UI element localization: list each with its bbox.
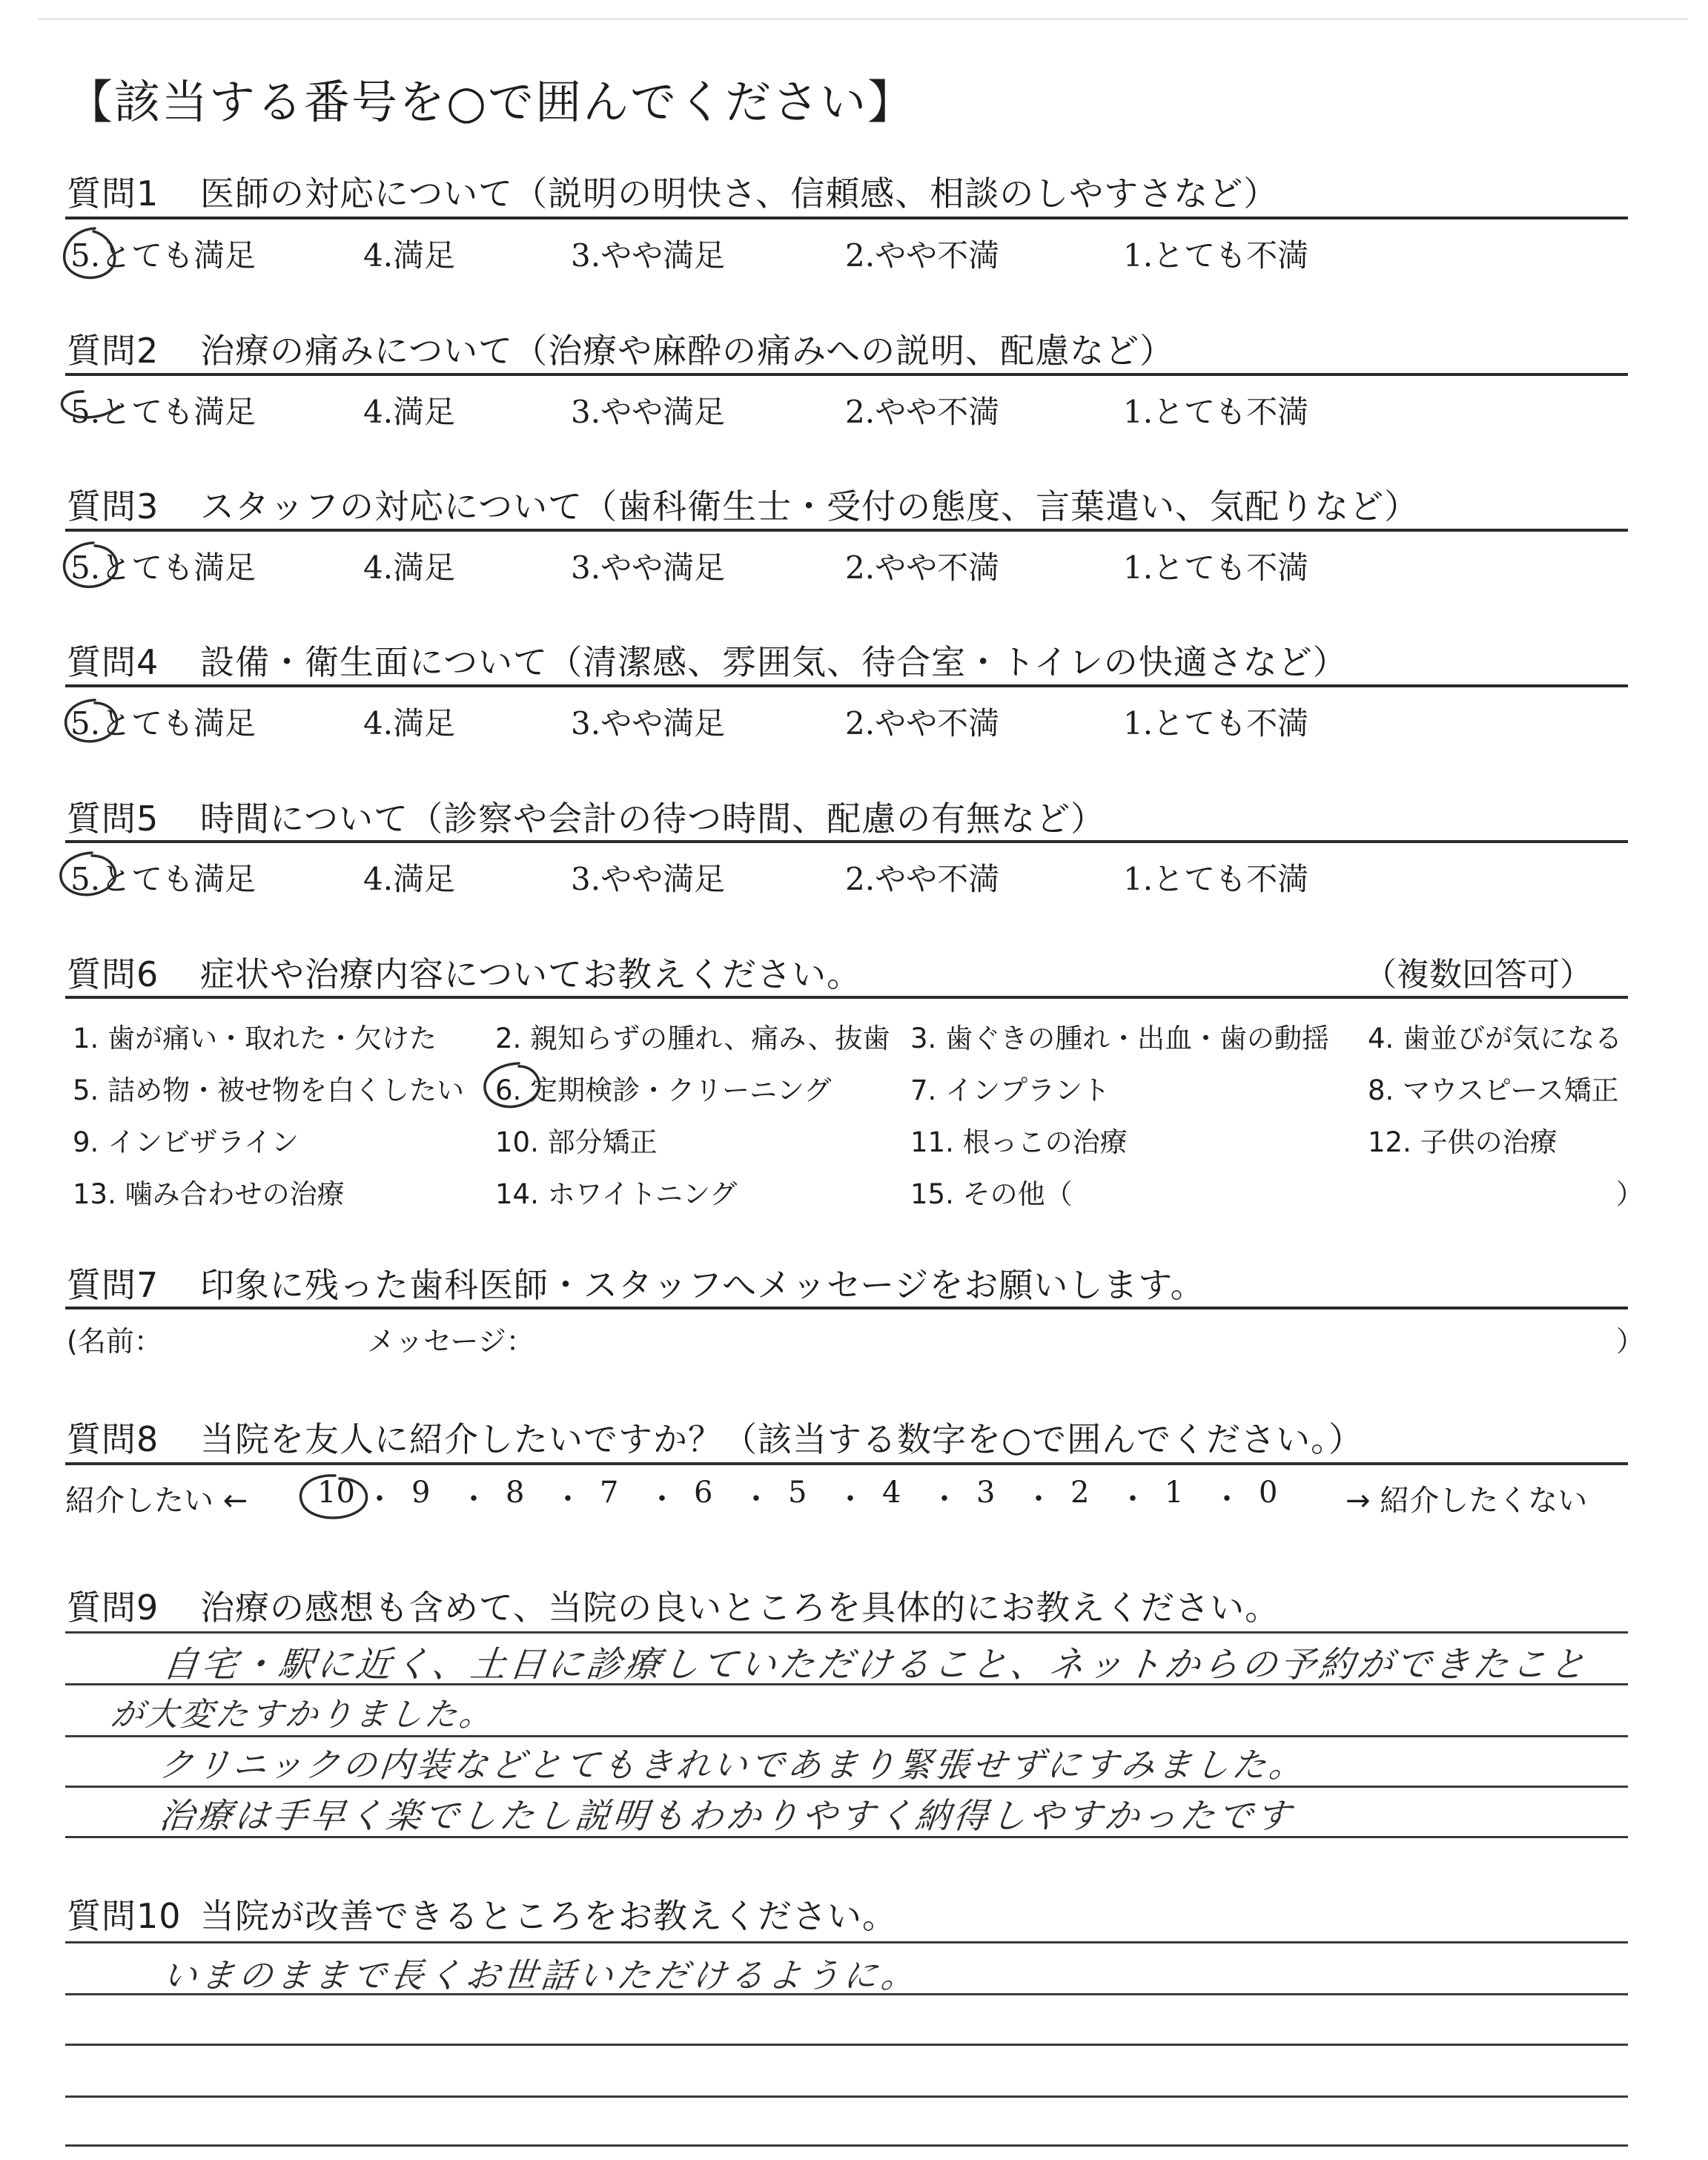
recommend-score-3[interactable]: 3	[976, 1476, 996, 1510]
question-9-heading	[67, 1581, 1280, 1630]
q6-item-12[interactable]: 12. 子供の治療	[1368, 1126, 1558, 1158]
q1-option-1[interactable]: 1.とても不満	[1123, 237, 1309, 274]
question-6-number: 質問6	[67, 954, 159, 994]
q9-handwriting-line-4: 治療は手早く楽でしたし説明もわかりやすく納得しやすかったです	[156, 1796, 1296, 1837]
q6-item-3[interactable]: 3. 歯ぐきの腫れ・出血・歯の動揺	[910, 1023, 1330, 1054]
q4-option-4[interactable]: 4.満足	[363, 705, 456, 742]
question-7-rule	[65, 1307, 1628, 1309]
recommend-separator: ・	[459, 1482, 489, 1516]
recommend-separator: ・	[741, 1482, 771, 1516]
question-7-heading	[67, 1258, 1205, 1307]
q6-item-13[interactable]: 13. 噛み合わせの治療	[73, 1178, 345, 1210]
q6-item-6[interactable]: 6. 定期検診・クリーニング	[495, 1074, 832, 1106]
question-1-number: 質問1	[67, 174, 159, 214]
question-9-text: 治療の感想も含めて、当院の良いところを具体的にお教えください。	[200, 1588, 1280, 1628]
q2-option-3[interactable]: 3.やや満足	[571, 394, 726, 430]
recommend-separator: ・	[835, 1482, 865, 1516]
question-2-heading	[67, 324, 1174, 373]
q1-option-2[interactable]: 2.やや不満	[845, 237, 1000, 274]
recommend-right-label: → 紹介したくない	[1345, 1484, 1588, 1518]
question-7-text: 印象に残った歯科医師・スタッフへメッセージをお願いします。	[200, 1265, 1205, 1305]
recommend-separator: ・	[1118, 1482, 1148, 1516]
recommend-score-8[interactable]: 8	[506, 1476, 525, 1510]
q3-option-4[interactable]: 4.満足	[363, 549, 456, 586]
recommend-separator: ・	[1024, 1482, 1053, 1516]
recommend-separator: ・	[553, 1482, 583, 1516]
recommend-separator: ・	[647, 1482, 677, 1516]
q6-item-15[interactable]: 15. その他（	[910, 1178, 1073, 1210]
question-4-number: 質問4	[67, 642, 159, 682]
question-1-heading	[67, 167, 1278, 216]
message-label[interactable]: メッセージ：	[367, 1325, 534, 1358]
q6-item-5[interactable]: 5. 詰め物・被せ物を白くしたい	[73, 1074, 465, 1106]
question-5-number: 質問5	[67, 799, 159, 839]
recommend-score-10[interactable]: 10	[317, 1476, 355, 1510]
question-9-number: 質問9	[67, 1588, 159, 1628]
question-10-number: 質問10	[67, 1896, 182, 1936]
q10-line-5	[65, 2144, 1628, 2147]
q3-option-3[interactable]: 3.やや満足	[571, 549, 726, 586]
recommend-left-label: 紹介したい ←	[65, 1484, 248, 1518]
question-2-number: 質問2	[67, 331, 159, 371]
q5-option-3[interactable]: 3.やや満足	[571, 861, 726, 897]
q6-item-2[interactable]: 2. 親知らずの腫れ、痛み、抜歯	[495, 1023, 890, 1054]
question-3-text: スタッフの対応について（歯科衛生士・受付の態度、言葉遣い、気配りなど）	[200, 486, 1420, 526]
message-close: ）	[1616, 1325, 1645, 1358]
name-label[interactable]: (名前：	[67, 1325, 162, 1358]
q9-handwriting-line-2: が大変たすかりました。	[108, 1696, 497, 1734]
q1-option-3[interactable]: 3.やや満足	[571, 237, 726, 274]
recommend-score-0[interactable]: 0	[1259, 1476, 1278, 1510]
q6-item-7[interactable]: 7. インプラント	[910, 1074, 1110, 1106]
recommend-score-9[interactable]: 9	[411, 1476, 431, 1510]
q10-line-3	[65, 2044, 1628, 2046]
q2-option-1[interactable]: 1.とても不満	[1123, 394, 1309, 430]
q6-item-14[interactable]: 14. ホワイトニング	[495, 1178, 738, 1210]
q6-item-10[interactable]: 10. 部分矯正	[495, 1126, 658, 1158]
question-1-text: 医師の対応について（説明の明快さ、信頼感、相談のしやすさなど）	[200, 174, 1279, 214]
q5-option-4[interactable]: 4.満足	[363, 861, 456, 897]
q3-option-1[interactable]: 1.とても不満	[1123, 549, 1309, 586]
q4-option-5[interactable]: 5.とても満足	[70, 705, 256, 742]
recommend-score-7[interactable]: 7	[600, 1476, 619, 1510]
question-4-heading	[67, 635, 1348, 684]
q5-option-5[interactable]: 5.とても満足	[70, 861, 256, 897]
question-10-text: 当院が改善できるところをお教えください。	[200, 1896, 897, 1936]
page-title: 【該当する番号を○で囲んでください】	[67, 75, 916, 129]
question-8-text: 当院を友人に紹介したいですか？（該当する数字を○で囲んでください。）	[200, 1419, 1364, 1459]
q9-handwriting-line-1: 自宅・駅に近く、土日に診療していただけること、ネットからの予約ができたこと	[160, 1644, 1591, 1685]
q9-line-3	[65, 1735, 1628, 1737]
recommend-score-1[interactable]: 1	[1165, 1476, 1184, 1510]
q6-item-8[interactable]: 8. マウスピース矯正	[1368, 1074, 1619, 1106]
question-5-text: 時間について（診察や会計の待つ時間、配慮の有無など）	[200, 799, 1106, 839]
question-6-rule	[65, 996, 1628, 999]
question-3-heading	[67, 480, 1419, 529]
question-2-rule	[65, 373, 1628, 376]
recommend-separator: ・	[930, 1482, 959, 1516]
q5-option-1[interactable]: 1.とても不満	[1123, 861, 1309, 897]
q6-item-15-close: ）	[1616, 1178, 1644, 1210]
recommend-separator: ・	[365, 1482, 394, 1516]
question-3-rule	[65, 529, 1628, 532]
q10-line-4	[65, 2095, 1628, 2098]
recommend-score-6[interactable]: 6	[694, 1476, 713, 1510]
question-6-heading	[67, 948, 861, 997]
q1-option-5[interactable]: 5.とても満足	[70, 237, 256, 274]
question-4-rule	[65, 684, 1628, 687]
q2-option-4[interactable]: 4.満足	[363, 394, 456, 430]
q6-item-11[interactable]: 11. 根っこの治療	[910, 1126, 1128, 1158]
question-3-number: 質問3	[67, 486, 159, 526]
question-5-heading	[67, 792, 1105, 841]
q1-option-4[interactable]: 4.満足	[363, 237, 456, 274]
recommend-separator: ・	[1212, 1482, 1242, 1516]
q4-option-3[interactable]: 3.やや満足	[571, 705, 726, 742]
q10-line-1	[65, 1941, 1628, 1943]
question-4-text: 設備・衛生面について（清潔感、雰囲気、待合室・トイレの快適さなど）	[200, 642, 1348, 682]
question-8-rule	[65, 1462, 1628, 1465]
top-edge	[39, 18, 1688, 20]
q10-handwriting-line-1: いまのままで長くお世話いただけるように。	[160, 1955, 921, 1995]
q4-option-2[interactable]: 2.やや不満	[845, 705, 1000, 742]
q6-item-9[interactable]: 9. インビザライン	[73, 1126, 299, 1158]
q4-option-1[interactable]: 1.とても不満	[1123, 705, 1309, 742]
q3-option-2[interactable]: 2.やや不満	[845, 549, 1000, 586]
multiple-answers-note: （複数回答可）	[1364, 956, 1592, 994]
question-8-heading	[67, 1413, 1363, 1462]
recommend-score-5[interactable]: 5	[788, 1476, 807, 1510]
q6-item-1[interactable]: 1. 歯が痛い・取れた・欠けた	[73, 1023, 437, 1054]
q3-option-5[interactable]: 5.とても満足	[70, 549, 256, 586]
question-10-heading	[67, 1889, 897, 1938]
question-1-rule	[65, 217, 1628, 219]
question-5-rule	[65, 840, 1628, 843]
recommend-score-2[interactable]: 2	[1070, 1476, 1090, 1510]
question-2-text: 治療の痛みについて（治療や麻酔の痛みへの説明、配慮など）	[200, 331, 1175, 371]
q9-handwriting-line-3: クリニックの内装などとてもきれいであまり緊張せずにすみました。	[156, 1745, 1308, 1785]
q2-option-2[interactable]: 2.やや不満	[845, 394, 1000, 430]
question-6-text: 症状や治療内容についてお教えください。	[200, 954, 862, 994]
q9-line-1	[65, 1631, 1628, 1634]
q2-option-5[interactable]: 5.とても満足	[70, 394, 256, 430]
question-7-number: 質問7	[67, 1265, 159, 1305]
recommend-score-4[interactable]: 4	[882, 1476, 901, 1510]
q5-option-2[interactable]: 2.やや不満	[845, 861, 1000, 897]
question-8-number: 質問8	[67, 1419, 159, 1459]
q6-item-4[interactable]: 4. 歯並びが気になる	[1368, 1023, 1623, 1054]
